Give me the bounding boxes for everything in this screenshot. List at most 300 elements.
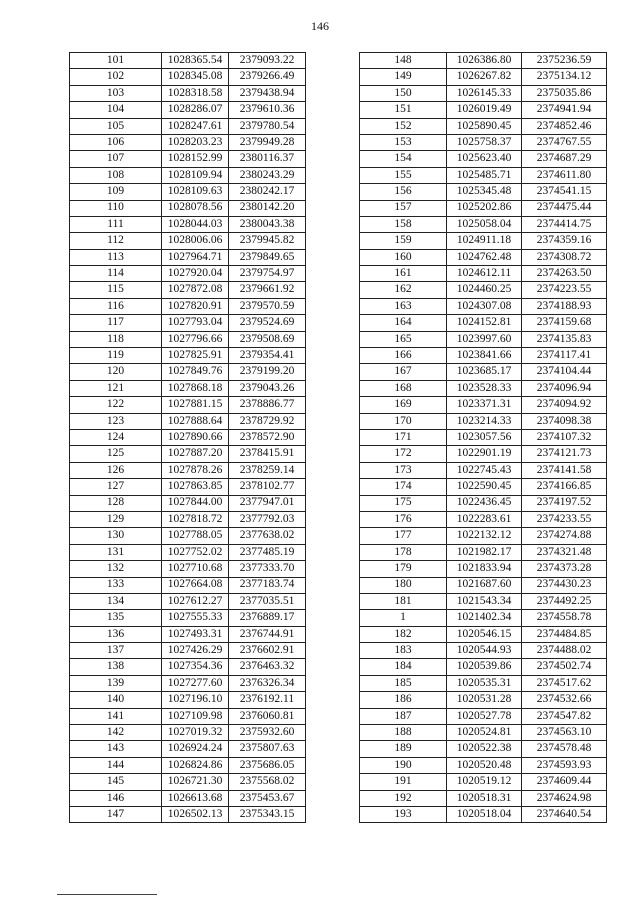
table-row bbox=[360, 298, 607, 314]
x-coordinate-cell: 1026267.82 bbox=[447, 69, 522, 85]
y-coordinate-cell: 2379266.49 bbox=[229, 69, 306, 85]
table-row bbox=[70, 626, 306, 642]
point-number-cell: 124 bbox=[70, 429, 162, 445]
y-coordinate-cell: 2379849.65 bbox=[229, 249, 306, 265]
table-row bbox=[70, 380, 306, 396]
y-coordinate-cell: 2379093.22 bbox=[229, 53, 306, 69]
table-row bbox=[360, 364, 607, 380]
coordinate-table-left bbox=[69, 52, 306, 823]
table-row bbox=[70, 233, 306, 249]
table-row bbox=[360, 266, 607, 282]
point-number-cell: 188 bbox=[360, 725, 447, 741]
y-coordinate-cell: 2376326.34 bbox=[229, 675, 306, 691]
table-row bbox=[360, 413, 607, 429]
table-row bbox=[70, 413, 306, 429]
point-number-cell: 165 bbox=[360, 331, 447, 347]
table-row bbox=[360, 757, 607, 773]
y-coordinate-cell: 2374141.58 bbox=[522, 462, 607, 478]
point-number-cell: 144 bbox=[70, 757, 162, 773]
x-coordinate-cell: 1028006.06 bbox=[162, 233, 229, 249]
x-coordinate-cell: 1024911.18 bbox=[447, 233, 522, 249]
x-coordinate-cell: 1024612.11 bbox=[447, 266, 522, 282]
x-coordinate-cell: 1027820.91 bbox=[162, 298, 229, 314]
y-coordinate-cell: 2374852.46 bbox=[522, 118, 607, 134]
table-row bbox=[70, 53, 306, 69]
table-row bbox=[70, 167, 306, 183]
table-row bbox=[360, 511, 607, 527]
y-coordinate-cell: 2379043.26 bbox=[229, 380, 306, 396]
coordinate-table-body bbox=[360, 53, 607, 823]
x-coordinate-cell: 1020539.86 bbox=[447, 659, 522, 675]
table-row bbox=[360, 774, 607, 790]
point-number-cell: 170 bbox=[360, 413, 447, 429]
y-coordinate-cell: 2374541.15 bbox=[522, 184, 607, 200]
y-coordinate-cell: 2374609.44 bbox=[522, 774, 607, 790]
x-coordinate-cell: 1020519.12 bbox=[447, 774, 522, 790]
point-number-cell: 145 bbox=[70, 774, 162, 790]
point-number-cell: 103 bbox=[70, 85, 162, 101]
table-row bbox=[70, 216, 306, 232]
point-number-cell: 162 bbox=[360, 282, 447, 298]
point-number-cell: 142 bbox=[70, 725, 162, 741]
point-number-cell: 157 bbox=[360, 200, 447, 216]
point-number-cell: 167 bbox=[360, 364, 447, 380]
point-number-cell: 161 bbox=[360, 266, 447, 282]
y-coordinate-cell: 2374593.93 bbox=[522, 757, 607, 773]
x-coordinate-cell: 1027277.60 bbox=[162, 675, 229, 691]
point-number-cell: 164 bbox=[360, 315, 447, 331]
table-row bbox=[360, 675, 607, 691]
table-row bbox=[70, 315, 306, 331]
point-number-cell: 118 bbox=[70, 331, 162, 347]
x-coordinate-cell: 1027109.98 bbox=[162, 708, 229, 724]
point-number-cell: 159 bbox=[360, 233, 447, 249]
table-row bbox=[70, 692, 306, 708]
y-coordinate-cell: 2379199.20 bbox=[229, 364, 306, 380]
x-coordinate-cell: 1027825.91 bbox=[162, 348, 229, 364]
point-number-cell: 166 bbox=[360, 348, 447, 364]
table-row bbox=[360, 708, 607, 724]
x-coordinate-cell: 1023371.31 bbox=[447, 397, 522, 413]
x-coordinate-cell: 1022745.43 bbox=[447, 462, 522, 478]
y-coordinate-cell: 2376889.17 bbox=[229, 610, 306, 626]
point-number-cell: 173 bbox=[360, 462, 447, 478]
x-coordinate-cell: 1027888.64 bbox=[162, 413, 229, 429]
y-coordinate-cell: 2376744.91 bbox=[229, 626, 306, 642]
x-coordinate-cell: 1024460.25 bbox=[447, 282, 522, 298]
x-coordinate-cell: 1028365.54 bbox=[162, 53, 229, 69]
table-row bbox=[70, 348, 306, 364]
y-coordinate-cell: 2380242.17 bbox=[229, 184, 306, 200]
table-row bbox=[360, 380, 607, 396]
x-coordinate-cell: 1023214.33 bbox=[447, 413, 522, 429]
x-coordinate-cell: 1027354.36 bbox=[162, 659, 229, 675]
x-coordinate-cell: 1027796.66 bbox=[162, 331, 229, 347]
y-coordinate-cell: 2379780.54 bbox=[229, 118, 306, 134]
y-coordinate-cell: 2375343.15 bbox=[229, 806, 306, 822]
y-coordinate-cell: 2374159.68 bbox=[522, 315, 607, 331]
x-coordinate-cell: 1026613.68 bbox=[162, 790, 229, 806]
x-coordinate-cell: 1026019.49 bbox=[447, 102, 522, 118]
y-coordinate-cell: 2374321.48 bbox=[522, 544, 607, 560]
y-coordinate-cell: 2379754.97 bbox=[229, 266, 306, 282]
table-row bbox=[360, 806, 607, 822]
x-coordinate-cell: 1020518.04 bbox=[447, 806, 522, 822]
y-coordinate-cell: 2378102.77 bbox=[229, 479, 306, 495]
table-row bbox=[360, 577, 607, 593]
x-coordinate-cell: 1027881.15 bbox=[162, 397, 229, 413]
y-coordinate-cell: 2379438.94 bbox=[229, 85, 306, 101]
x-coordinate-cell: 1023997.60 bbox=[447, 331, 522, 347]
table-row bbox=[70, 298, 306, 314]
x-coordinate-cell: 1027887.20 bbox=[162, 446, 229, 462]
y-coordinate-cell: 2379570.59 bbox=[229, 298, 306, 314]
x-coordinate-cell: 1026824.86 bbox=[162, 757, 229, 773]
point-number-cell: 137 bbox=[70, 643, 162, 659]
x-coordinate-cell: 1027849.76 bbox=[162, 364, 229, 380]
point-number-cell: 187 bbox=[360, 708, 447, 724]
y-coordinate-cell: 2374188.93 bbox=[522, 298, 607, 314]
table-row bbox=[70, 511, 306, 527]
y-coordinate-cell: 2374094.92 bbox=[522, 397, 607, 413]
y-coordinate-cell: 2379524.69 bbox=[229, 315, 306, 331]
table-row bbox=[360, 495, 607, 511]
y-coordinate-cell: 2374197.52 bbox=[522, 495, 607, 511]
table-row bbox=[70, 577, 306, 593]
y-coordinate-cell: 2374611.80 bbox=[522, 167, 607, 183]
y-coordinate-cell: 2374263.50 bbox=[522, 266, 607, 282]
point-number-cell: 158 bbox=[360, 216, 447, 232]
x-coordinate-cell: 1025485.71 bbox=[447, 167, 522, 183]
x-coordinate-cell: 1020546.15 bbox=[447, 626, 522, 642]
table-row bbox=[70, 495, 306, 511]
x-coordinate-cell: 1027426.29 bbox=[162, 643, 229, 659]
y-coordinate-cell: 2376602.91 bbox=[229, 643, 306, 659]
y-coordinate-cell: 2377183.74 bbox=[229, 577, 306, 593]
y-coordinate-cell: 2374135.83 bbox=[522, 331, 607, 347]
table-row bbox=[360, 85, 607, 101]
x-coordinate-cell: 1027890.66 bbox=[162, 429, 229, 445]
y-coordinate-cell: 2380116.37 bbox=[229, 151, 306, 167]
x-coordinate-cell: 1026502.13 bbox=[162, 806, 229, 822]
table-row bbox=[360, 315, 607, 331]
page-number: 146 bbox=[311, 19, 329, 33]
table-row bbox=[70, 774, 306, 790]
table-row bbox=[360, 610, 607, 626]
table-row bbox=[70, 675, 306, 691]
point-number-cell: 150 bbox=[360, 85, 447, 101]
point-number-cell: 130 bbox=[70, 528, 162, 544]
y-coordinate-cell: 2374492.25 bbox=[522, 593, 607, 609]
table-row bbox=[360, 233, 607, 249]
point-number-cell: 143 bbox=[70, 741, 162, 757]
x-coordinate-cell: 1028078.56 bbox=[162, 200, 229, 216]
point-number-cell: 133 bbox=[70, 577, 162, 593]
x-coordinate-cell: 1027196.10 bbox=[162, 692, 229, 708]
y-coordinate-cell: 2374121.73 bbox=[522, 446, 607, 462]
point-number-cell: 193 bbox=[360, 806, 447, 822]
y-coordinate-cell: 2377035.51 bbox=[229, 593, 306, 609]
y-coordinate-cell: 2374517.62 bbox=[522, 675, 607, 691]
table-row bbox=[360, 118, 607, 134]
y-coordinate-cell: 2374414.75 bbox=[522, 216, 607, 232]
x-coordinate-cell: 1028203.23 bbox=[162, 134, 229, 150]
point-number-cell: 105 bbox=[70, 118, 162, 134]
x-coordinate-cell: 1027555.33 bbox=[162, 610, 229, 626]
table-row bbox=[360, 692, 607, 708]
x-coordinate-cell: 1020520.48 bbox=[447, 757, 522, 773]
table-row bbox=[70, 593, 306, 609]
x-coordinate-cell: 1027818.72 bbox=[162, 511, 229, 527]
table-row bbox=[360, 593, 607, 609]
point-number-cell: 111 bbox=[70, 216, 162, 232]
y-coordinate-cell: 2375686.05 bbox=[229, 757, 306, 773]
y-coordinate-cell: 2374166.85 bbox=[522, 479, 607, 495]
x-coordinate-cell: 1021543.34 bbox=[447, 593, 522, 609]
y-coordinate-cell: 2379354.41 bbox=[229, 348, 306, 364]
x-coordinate-cell: 1027868.18 bbox=[162, 380, 229, 396]
y-coordinate-cell: 2374578.48 bbox=[522, 741, 607, 757]
x-coordinate-cell: 1021982.17 bbox=[447, 544, 522, 560]
y-coordinate-cell: 2374107.32 bbox=[522, 429, 607, 445]
table-row bbox=[360, 53, 607, 69]
point-number-cell: 179 bbox=[360, 561, 447, 577]
x-coordinate-cell: 1025345.48 bbox=[447, 184, 522, 200]
x-coordinate-cell: 1027752.02 bbox=[162, 544, 229, 560]
x-coordinate-cell: 1028109.94 bbox=[162, 167, 229, 183]
x-coordinate-cell: 1024152.81 bbox=[447, 315, 522, 331]
point-number-cell: 156 bbox=[360, 184, 447, 200]
x-coordinate-cell: 1027664.08 bbox=[162, 577, 229, 593]
y-coordinate-cell: 2379610.36 bbox=[229, 102, 306, 118]
x-coordinate-cell: 1025890.45 bbox=[447, 118, 522, 134]
point-number-cell: 128 bbox=[70, 495, 162, 511]
point-number-cell: 132 bbox=[70, 561, 162, 577]
table-row bbox=[70, 134, 306, 150]
x-coordinate-cell: 1027844.00 bbox=[162, 495, 229, 511]
y-coordinate-cell: 2374104.44 bbox=[522, 364, 607, 380]
point-number-cell: 189 bbox=[360, 741, 447, 757]
x-coordinate-cell: 1027612.27 bbox=[162, 593, 229, 609]
x-coordinate-cell: 1026924.24 bbox=[162, 741, 229, 757]
point-number-cell: 154 bbox=[360, 151, 447, 167]
point-number-cell: 147 bbox=[70, 806, 162, 822]
table-row bbox=[360, 167, 607, 183]
table-row bbox=[360, 282, 607, 298]
y-coordinate-cell: 2374767.55 bbox=[522, 134, 607, 150]
table-row bbox=[360, 184, 607, 200]
table-row bbox=[360, 348, 607, 364]
table-row bbox=[360, 725, 607, 741]
x-coordinate-cell: 1027493.31 bbox=[162, 626, 229, 642]
point-number-cell: 190 bbox=[360, 757, 447, 773]
x-coordinate-cell: 1027793.04 bbox=[162, 315, 229, 331]
y-coordinate-cell: 2374488.02 bbox=[522, 643, 607, 659]
x-coordinate-cell: 1023528.33 bbox=[447, 380, 522, 396]
x-coordinate-cell: 1023841.66 bbox=[447, 348, 522, 364]
point-number-cell: 112 bbox=[70, 233, 162, 249]
point-number-cell: 119 bbox=[70, 348, 162, 364]
x-coordinate-cell: 1028318.58 bbox=[162, 85, 229, 101]
table-row bbox=[70, 725, 306, 741]
x-coordinate-cell: 1022590.45 bbox=[447, 479, 522, 495]
table-row bbox=[70, 118, 306, 134]
coordinate-table-body bbox=[70, 53, 306, 823]
table-row bbox=[360, 102, 607, 118]
point-number-cell: 115 bbox=[70, 282, 162, 298]
point-number-cell: 104 bbox=[70, 102, 162, 118]
table-row bbox=[70, 528, 306, 544]
x-coordinate-cell: 1028286.07 bbox=[162, 102, 229, 118]
point-number-cell: 138 bbox=[70, 659, 162, 675]
x-coordinate-cell: 1020524.81 bbox=[447, 725, 522, 741]
table-row bbox=[360, 479, 607, 495]
table-row bbox=[70, 69, 306, 85]
point-number-cell: 183 bbox=[360, 643, 447, 659]
x-coordinate-cell: 1024307.08 bbox=[447, 298, 522, 314]
table-row bbox=[70, 806, 306, 822]
x-coordinate-cell: 1020518.31 bbox=[447, 790, 522, 806]
y-coordinate-cell: 2378886.77 bbox=[229, 397, 306, 413]
point-number-cell: 109 bbox=[70, 184, 162, 200]
point-number-cell: 140 bbox=[70, 692, 162, 708]
y-coordinate-cell: 2378572.90 bbox=[229, 429, 306, 445]
y-coordinate-cell: 2380142.20 bbox=[229, 200, 306, 216]
y-coordinate-cell: 2374624.98 bbox=[522, 790, 607, 806]
x-coordinate-cell: 1022436.45 bbox=[447, 495, 522, 511]
y-coordinate-cell: 2375236.59 bbox=[522, 53, 607, 69]
table-row bbox=[360, 216, 607, 232]
point-number-cell: 160 bbox=[360, 249, 447, 265]
table-row bbox=[360, 659, 607, 675]
point-number-cell: 121 bbox=[70, 380, 162, 396]
table-row bbox=[70, 757, 306, 773]
y-coordinate-cell: 2380043.38 bbox=[229, 216, 306, 232]
table-row bbox=[70, 364, 306, 380]
table-row bbox=[70, 708, 306, 724]
x-coordinate-cell: 1027863.85 bbox=[162, 479, 229, 495]
point-number-cell: 155 bbox=[360, 167, 447, 183]
table-row bbox=[360, 249, 607, 265]
table-row bbox=[360, 69, 607, 85]
table-row bbox=[360, 134, 607, 150]
y-coordinate-cell: 2374308.72 bbox=[522, 249, 607, 265]
y-coordinate-cell: 2374532.66 bbox=[522, 692, 607, 708]
x-coordinate-cell: 1028044.03 bbox=[162, 216, 229, 232]
point-number-cell: 148 bbox=[360, 53, 447, 69]
y-coordinate-cell: 2374640.54 bbox=[522, 806, 607, 822]
x-coordinate-cell: 1026145.33 bbox=[447, 85, 522, 101]
table-row bbox=[70, 249, 306, 265]
point-number-cell: 151 bbox=[360, 102, 447, 118]
y-coordinate-cell: 2374687.29 bbox=[522, 151, 607, 167]
point-number-cell: 122 bbox=[70, 397, 162, 413]
table-row bbox=[360, 331, 607, 347]
x-coordinate-cell: 1024762.48 bbox=[447, 249, 522, 265]
y-coordinate-cell: 2376192.11 bbox=[229, 692, 306, 708]
y-coordinate-cell: 2374430.23 bbox=[522, 577, 607, 593]
point-number-cell: 1 bbox=[360, 610, 447, 626]
table-row bbox=[70, 610, 306, 626]
table-row bbox=[360, 626, 607, 642]
table-row bbox=[70, 790, 306, 806]
y-coordinate-cell: 2374359.16 bbox=[522, 233, 607, 249]
x-coordinate-cell: 1023685.17 bbox=[447, 364, 522, 380]
y-coordinate-cell: 2374941.94 bbox=[522, 102, 607, 118]
table-row bbox=[70, 397, 306, 413]
x-coordinate-cell: 1028345.08 bbox=[162, 69, 229, 85]
point-number-cell: 125 bbox=[70, 446, 162, 462]
table-row bbox=[360, 429, 607, 445]
table-row bbox=[70, 462, 306, 478]
y-coordinate-cell: 2379661.92 bbox=[229, 282, 306, 298]
point-number-cell: 129 bbox=[70, 511, 162, 527]
x-coordinate-cell: 1023057.56 bbox=[447, 429, 522, 445]
point-number-cell: 149 bbox=[360, 69, 447, 85]
point-number-cell: 114 bbox=[70, 266, 162, 282]
x-coordinate-cell: 1020544.93 bbox=[447, 643, 522, 659]
table-row bbox=[360, 544, 607, 560]
x-coordinate-cell: 1020522.38 bbox=[447, 741, 522, 757]
y-coordinate-cell: 2374117.41 bbox=[522, 348, 607, 364]
y-coordinate-cell: 2375035.86 bbox=[522, 85, 607, 101]
point-number-cell: 176 bbox=[360, 511, 447, 527]
x-coordinate-cell: 1025202.86 bbox=[447, 200, 522, 216]
y-coordinate-cell: 2377792.03 bbox=[229, 511, 306, 527]
point-number-cell: 152 bbox=[360, 118, 447, 134]
y-coordinate-cell: 2378729.92 bbox=[229, 413, 306, 429]
point-number-cell: 101 bbox=[70, 53, 162, 69]
point-number-cell: 192 bbox=[360, 790, 447, 806]
table-row bbox=[70, 266, 306, 282]
point-number-cell: 182 bbox=[360, 626, 447, 642]
x-coordinate-cell: 1027964.71 bbox=[162, 249, 229, 265]
x-coordinate-cell: 1022901.19 bbox=[447, 446, 522, 462]
point-number-cell: 127 bbox=[70, 479, 162, 495]
y-coordinate-cell: 2379508.69 bbox=[229, 331, 306, 347]
y-coordinate-cell: 2374223.55 bbox=[522, 282, 607, 298]
x-coordinate-cell: 1027019.32 bbox=[162, 725, 229, 741]
point-number-cell: 110 bbox=[70, 200, 162, 216]
table-row bbox=[70, 561, 306, 577]
point-number-cell: 113 bbox=[70, 249, 162, 265]
table-row bbox=[70, 282, 306, 298]
x-coordinate-cell: 1027872.08 bbox=[162, 282, 229, 298]
table-row bbox=[70, 659, 306, 675]
y-coordinate-cell: 2377638.02 bbox=[229, 528, 306, 544]
table-row bbox=[70, 741, 306, 757]
point-number-cell: 175 bbox=[360, 495, 447, 511]
y-coordinate-cell: 2375807.63 bbox=[229, 741, 306, 757]
y-coordinate-cell: 2377947.01 bbox=[229, 495, 306, 511]
point-number-cell: 126 bbox=[70, 462, 162, 478]
point-number-cell: 141 bbox=[70, 708, 162, 724]
y-coordinate-cell: 2374563.10 bbox=[522, 725, 607, 741]
table-row bbox=[70, 643, 306, 659]
x-coordinate-cell: 1020527.78 bbox=[447, 708, 522, 724]
point-number-cell: 131 bbox=[70, 544, 162, 560]
x-coordinate-cell: 1027920.04 bbox=[162, 266, 229, 282]
point-number-cell: 107 bbox=[70, 151, 162, 167]
point-number-cell: 117 bbox=[70, 315, 162, 331]
point-number-cell: 153 bbox=[360, 134, 447, 150]
y-coordinate-cell: 2375568.02 bbox=[229, 774, 306, 790]
point-number-cell: 108 bbox=[70, 167, 162, 183]
point-number-cell: 168 bbox=[360, 380, 447, 396]
footer-rule bbox=[57, 894, 157, 895]
y-coordinate-cell: 2374484.85 bbox=[522, 626, 607, 642]
x-coordinate-cell: 1026721.30 bbox=[162, 774, 229, 790]
